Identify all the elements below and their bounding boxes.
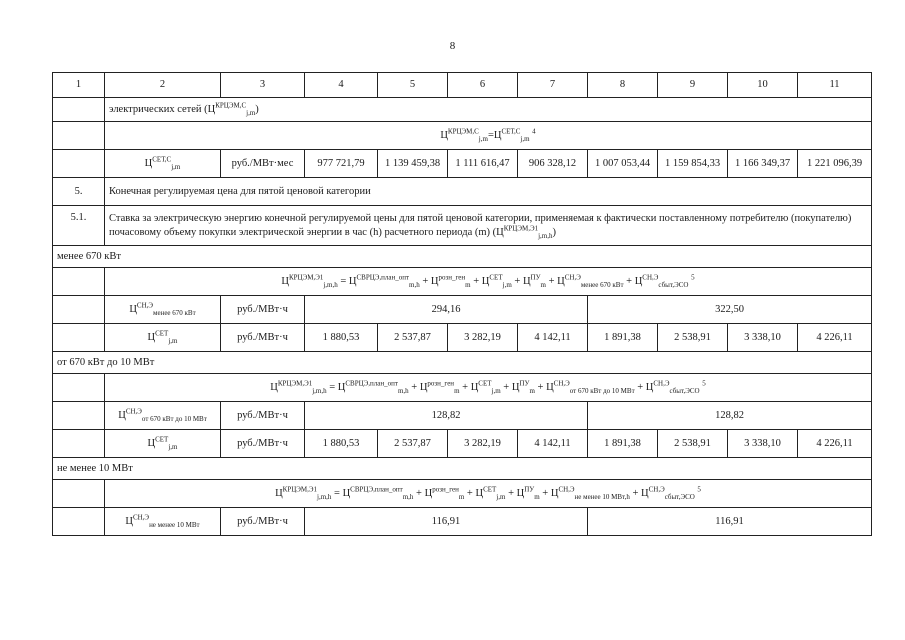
header-cell: 9 — [658, 73, 728, 98]
group-title: от 670 кВт до 10 МВт — [53, 352, 872, 374]
table-row — [53, 508, 872, 536]
networks-label: электрических сетей $(Ц^{КРЦЭМ,С}_{j,m})$ — [105, 98, 872, 122]
value-cell: 128,82 — [305, 402, 588, 430]
value-cell: 4 226,11 — [798, 430, 872, 458]
value-cell: 3 338,10 — [728, 324, 798, 352]
value-cell: 3 282,19 — [448, 430, 518, 458]
value-cell: 3 282,19 — [448, 324, 518, 352]
group-title: менее 670 кВт — [53, 246, 872, 268]
value-cell: 977 721,79 — [305, 150, 378, 178]
value-cell: 1 221 096,39 — [798, 150, 872, 178]
unit-cell: руб./МВт·мес — [221, 150, 305, 178]
table-row — [53, 480, 872, 508]
header-cell: 1 — [53, 73, 105, 98]
table-row — [53, 458, 872, 480]
header-cell: 8 — [588, 73, 658, 98]
table-row — [53, 246, 872, 268]
table-row — [53, 430, 872, 458]
table-row — [53, 374, 872, 402]
value-cell: 4 142,11 — [518, 430, 588, 458]
table-row — [53, 150, 872, 178]
row-symbol: $Ц^{СН,Э}_{от 670 кВт до 10 МВт}$ — [105, 402, 221, 430]
table-row — [53, 178, 872, 206]
table-row — [53, 206, 872, 246]
section-title: Конечная регулируемая цена для пятой ценовой категории — [105, 178, 872, 206]
value-cell: 1 891,38 — [588, 324, 658, 352]
value-cell: 2 537,87 — [378, 324, 448, 352]
header-cell: 2 — [105, 73, 221, 98]
value-cell: 2 537,87 — [378, 430, 448, 458]
section-number: 5.1. — [53, 206, 105, 246]
value-cell: 1 880,53 — [305, 324, 378, 352]
tariff-table — [52, 72, 872, 536]
header-cell: 5 — [378, 73, 448, 98]
value-cell: 116,91 — [305, 508, 588, 536]
value-cell: 1 891,38 — [588, 430, 658, 458]
row-symbol: $Ц^{СН,Э}_{не менее 10 МВт}$ — [105, 508, 221, 536]
table-row — [53, 268, 872, 296]
row-symbol: $Ц^{СЕТ}_{j,m}$ — [105, 324, 221, 352]
unit-cell: руб./МВт·ч — [221, 324, 305, 352]
value-cell: 1 139 459,38 — [378, 150, 448, 178]
value-cell: 116,91 — [588, 508, 872, 536]
table-row — [53, 122, 872, 150]
header-cell: 11 — [798, 73, 872, 98]
table-row — [53, 98, 872, 122]
unit-cell: руб./МВт·ч — [221, 430, 305, 458]
row-symbol: $Ц^{СЕТ,С}_{j,m}$ — [105, 150, 221, 178]
group-title: не менее 10 МВт — [53, 458, 872, 480]
header-cell: 3 — [221, 73, 305, 98]
header-cell: 6 — [448, 73, 518, 98]
value-cell: 2 538,91 — [658, 430, 728, 458]
value-cell: 1 159 854,33 — [658, 150, 728, 178]
formula-g1: $Ц^{КРЦЭМ,Э1}_{j,m,h} = Ц^{СВРЦЭ,план\_опт}_{m,h} + Ц^{розн\_ген}_m + Ц^{СЕТ}_{j,m} + Ц^{ПУ}_m + Ц^{СН,Э}_{менее 670 кВт} + Ц^{СН,Э}_{сбыт,ЭСО}$ $^5$ — [105, 268, 872, 296]
formula-g2: $Ц^{КРЦЭМ,Э1}_{j,m,h} = Ц^{СВРЦЭ,план\_опт}_{m,h} + Ц^{розн\_ген}_m + Ц^{СЕТ}_{j,m} + Ц^{ПУ}_m + Ц^{СН,Э}_{от 670 кВт до 10 МВт} + Ц^{СН,Э}_{сбыт,ЭСО}$ $^5$ — [105, 374, 872, 402]
value-cell: 3 338,10 — [728, 430, 798, 458]
section-number: 5. — [53, 178, 105, 206]
header-cell: 4 — [305, 73, 378, 98]
formula-g3: $Ц^{КРЦЭМ,Э1}_{j,m,h} = Ц^{СВРЦЭ,план\_опт}_{m,h} + Ц^{розн\_ген}_m + Ц^{СЕТ}_{j,m} + Ц^{ПУ}_m + Ц^{СН,Э}_{не менее 10 МВт,h} + Ц^{СН,Э}_{сбыт,ЭСО}$ $^5$ — [105, 480, 872, 508]
unit-cell: руб./МВт·ч — [221, 402, 305, 430]
table-row — [53, 324, 872, 352]
value-cell: 128,82 — [588, 402, 872, 430]
value-cell: 1 880,53 — [305, 430, 378, 458]
value-cell: 2 538,91 — [658, 324, 728, 352]
row-symbol: $Ц^{СЕТ}_{j,m}$ — [105, 430, 221, 458]
value-cell: 294,16 — [305, 296, 588, 324]
header-cell: 7 — [518, 73, 588, 98]
table-row — [53, 352, 872, 374]
header-row — [53, 73, 872, 98]
value-cell: 1 166 349,37 — [728, 150, 798, 178]
value-cell: 906 328,12 — [518, 150, 588, 178]
unit-cell: руб./МВт·ч — [221, 508, 305, 536]
section-text: Ставка за электрическую энергию конечной регулируемой цены для пятой ценовой категории, применяемая к фактически поставленному потребителю (покупателю) почасовому объему покупки электрической энергии в час (h) расчетного периода (m) $(Ц^{КРЦЭМ,Э1}_{j,m,h})$ — [105, 206, 872, 246]
value-cell: 4 142,11 — [518, 324, 588, 352]
table-row — [53, 296, 872, 324]
page-number: 8 — [449, 40, 456, 52]
header-cell: 10 — [728, 73, 798, 98]
value-cell: 4 226,11 — [798, 324, 872, 352]
unit-cell: руб./МВт·ч — [221, 296, 305, 324]
formula-c: $Ц^{КРЦЭМ,С}_{j,m}=Ц^{СЕТ,С}_{j,m}$ $^4$ — [105, 122, 872, 150]
row-symbol: $Ц^{СН,Э}_{менее 670 кВт}$ — [105, 296, 221, 324]
value-cell: 1 007 053,44 — [588, 150, 658, 178]
value-cell: 322,50 — [588, 296, 872, 324]
value-cell: 1 111 616,47 — [448, 150, 518, 178]
table-row — [53, 402, 872, 430]
